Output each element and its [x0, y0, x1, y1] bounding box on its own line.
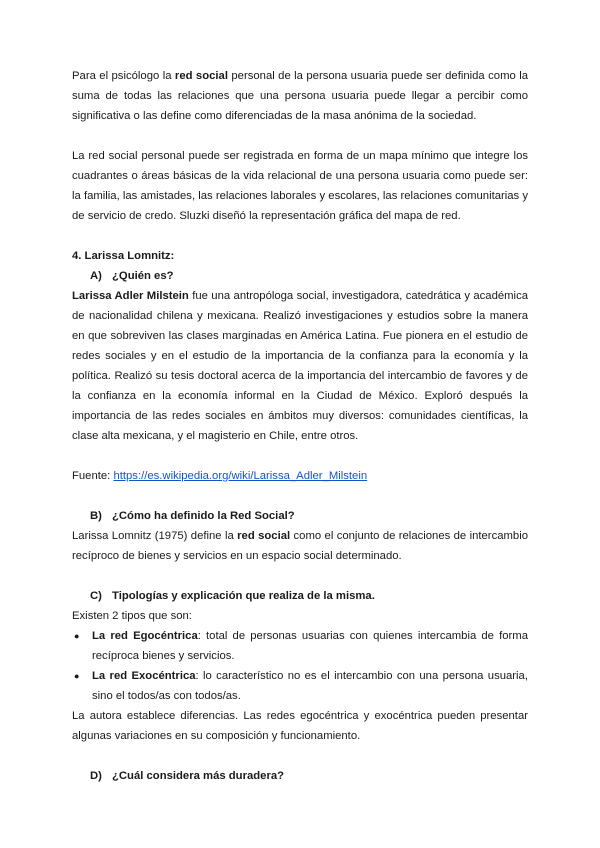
subheading-a [72, 266, 528, 286]
bold-term: red social [237, 530, 291, 542]
source-line [72, 466, 528, 486]
document-page [72, 66, 528, 786]
paragraph-definition [72, 526, 528, 566]
text: Para el psicólogo la [72, 70, 175, 82]
bold-term: La red Egocéntrica [92, 630, 198, 642]
text: fue una antropóloga social, investigadora, catedrática y académica de nacionalidad chilena y mexicana. Realizó investigaciones y estudios sobre la manera en que sobreviven las clases marginadas en América Latina. Fue pionera en el estudio de redes sociales y en el estudio de la importancia de la confianza para la economía y la política. Realizó su tesis doctoral acerca de la importancia del intercambio de favores y de la confianza en la economía informal en la Ciudad de México. Exploró después la importancia de las redes sociales en ámbitos muy diversos: comunidades científicas, la clase alta mexicana, y el magisterio en Chile, entre otros. [72, 290, 528, 442]
paragraph-differences: La autora establece diferencias. Las redes egocéntrica y exocéntrica pueden presentar algunas variaciones en su composición y funcionamiento. [72, 710, 528, 742]
bold-term: La red Exocéntrica [92, 670, 196, 682]
text: : lo característico no es el intercambio con una persona usuaria, sino el todos/as con todos/as. [92, 670, 528, 702]
bold-name: Larissa Adler Milstein [72, 290, 189, 302]
subheading-title: Tipologías y explicación que realiza de la misma. [112, 590, 375, 602]
source-label: Fuente: [72, 470, 114, 482]
subheading-letter: C) [90, 590, 102, 602]
subheading-letter: D) [90, 770, 102, 782]
text: como el conjunto de relaciones de intercambio recíproco de bienes y servicios en un espacio social determinado. [72, 530, 528, 562]
subheading-title: ¿Cómo ha definido la Red Social? [112, 510, 295, 522]
subheading-letter: B) [90, 510, 102, 522]
text: personal de la persona usuaria puede ser definida como la suma de todas las relaciones que una persona usuaria puede llegar a percibir como significativa o las define como diferenciadas de la masa anónima de la sociedad. [72, 70, 528, 122]
subheading-d [72, 766, 528, 786]
bold-term: red social [174, 70, 228, 82]
text: Larissa Lomnitz (1975) define la [72, 530, 238, 542]
source-link[interactable]: https://es.wikipedia.org/wiki/Larissa_Adler_Milstein [113, 470, 368, 482]
subheading-c [72, 586, 528, 606]
subheading-title: ¿Quién es? [112, 270, 174, 282]
types-list [72, 626, 528, 706]
subheading-letter: A) [90, 270, 102, 282]
types-intro: Existen 2 tipos que son: [72, 610, 192, 622]
list-item [72, 626, 528, 666]
subheading-title: ¿Cuál considera más duradera? [112, 770, 285, 782]
paragraph-sluzki-definition [72, 66, 528, 126]
section-heading: 4. Larissa Lomnitz: [72, 250, 175, 262]
list-item [72, 666, 528, 706]
paragraph-sluzki-map: La red social personal puede ser registrada en forma de un mapa mínimo que integre los cuadrantes o áreas básicas de la vida relacional de una persona usuaria como puede ser: la familia, las amistades, las relaciones laborales y escolares, las relaciones comunitarias y de servicio de credo. Sluzki diseñó la representación gráfica del mapa de red. [72, 150, 528, 222]
subheading-b [72, 506, 528, 526]
paragraph-biography [72, 286, 528, 446]
text: : total de personas usuarias con quienes intercambia de forma recíproca bienes y servicios. [92, 630, 528, 662]
